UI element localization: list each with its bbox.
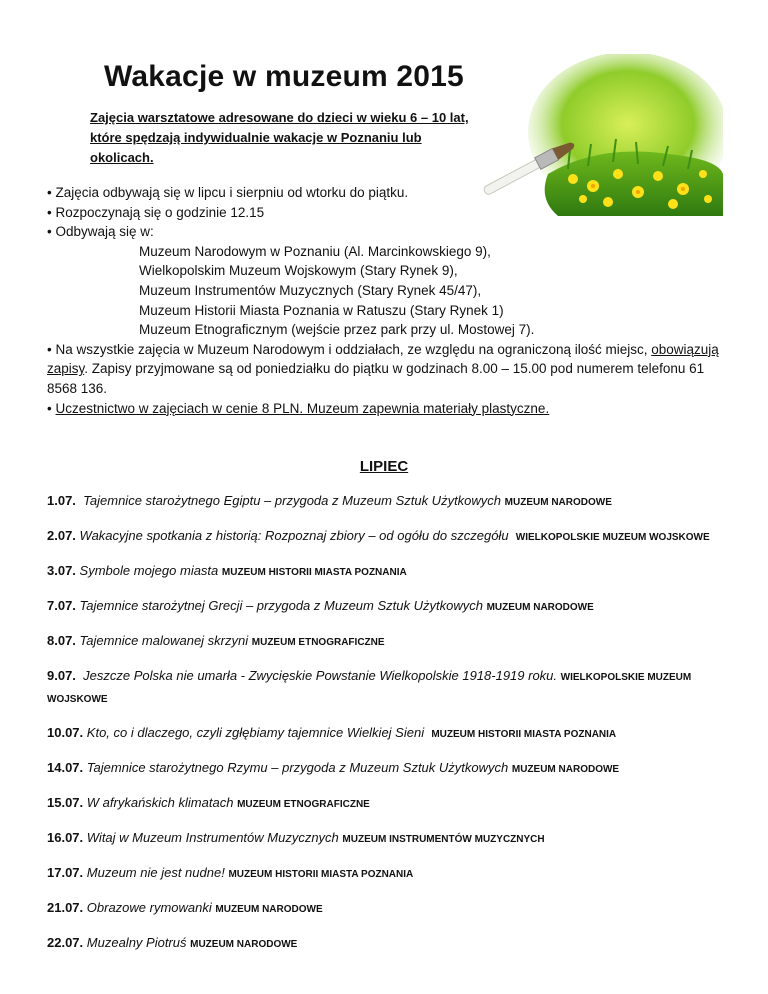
event-title: Tajemnice starożytnej Grecji – przygoda z Muzeum Sztuk Użytkowych [79, 598, 483, 613]
event-museum: MUZEUM HISTORII MIASTA POZNANIA [431, 729, 617, 740]
price-note: Uczestnictwo w zajęciach w cenie 8 PLN. Muzeum zapewnia materiały plastyczne. [55, 400, 550, 416]
event-museum: MUZEUM INSTRUMENTÓW MUZYCZNYCH [342, 834, 545, 845]
event-date: 9.07. [47, 668, 76, 683]
event-title: Muzealny Piotruś [86, 935, 187, 950]
event-title: Tajemnice malowanej skrzyni [79, 633, 249, 648]
event-date: 10.07. [47, 725, 84, 740]
event-date: 22.07. [47, 935, 84, 950]
event-item [47, 933, 727, 955]
event-item [47, 561, 727, 583]
event-date: 21.07. [47, 900, 84, 915]
event-title: Wakacyjne spotkania z historią: Rozpoznaj zbiory – od ogółu do szczegółu [79, 528, 509, 543]
event-item [47, 758, 727, 780]
location-item: Muzeum Etnograficznym (wejście przez park przy ul. Mostowej 7). [139, 322, 535, 338]
event-title: W afrykańskich klimatach [86, 795, 234, 810]
event-item [47, 596, 727, 618]
event-date: 16.07. [47, 830, 84, 845]
info-bullet: • Zajęcia odbywają się w lipcu i sierpniu od wtorku do piątku. [47, 185, 409, 200]
event-museum: MUZEUM ETNOGRAFICZNE [237, 799, 370, 810]
info-section [47, 183, 737, 418]
event-museum: MUZEUM NARODOWE [190, 939, 298, 950]
event-date: 7.07. [47, 598, 76, 613]
event-museum: MUZEUM NARODOWE [504, 497, 612, 508]
event-date: 3.07. [47, 563, 76, 578]
month-heading: LIPIEC [359, 458, 409, 475]
location-item: Muzeum Narodowym w Poznaniu (Al. Marcinkowskiego 9), [139, 243, 491, 259]
page-subtitle: Zajęcia warsztatowe adresowane do dzieci w wieku 6 – 10 lat, które spędzają indywidualnie wakacje w Poznaniu lub okolicach. [90, 110, 469, 165]
info-bullet: • Rozpoczynają się o godzinie 12.15 [47, 204, 265, 220]
event-date: 1.07. [47, 493, 76, 508]
event-date: 14.07. [47, 760, 84, 775]
page-title: Wakacje w muzeum 2015 [104, 60, 464, 93]
event-item [47, 828, 727, 850]
registration-note: obowiązują zapisy [47, 341, 719, 377]
event-date: 15.07. [47, 795, 84, 810]
info-bullet: • Odbywają się w: [47, 224, 154, 240]
event-museum: MUZEUM NARODOWE [215, 904, 323, 915]
event-museum: MUZEUM NARODOWE [486, 602, 594, 613]
event-title: Witaj w Muzeum Instrumentów Muzycznych [86, 830, 339, 845]
location-item: Wielkopolskim Muzeum Wojskowym (Stary Rynek 9), [139, 263, 458, 279]
event-date: 8.07. [47, 633, 76, 648]
event-museum: WIELKOPOLSKIE MUZEUM WOJSKOWE [47, 672, 692, 705]
event-item [47, 863, 727, 885]
info-bullet-registration: • Na wszystkie zajęcia w Muzeum Narodowym i oddziałach, ze względu na ograniczoną ilość miejsc, obowiązują zapisy. Zapisy przyjmowane są od poniedziałku do piątku w godzinach 8.00 – 15.00 pod numerem telefonu 61 8568 136. [47, 341, 719, 396]
event-title: Tajemnice starożytnego Egiptu – przygoda z Muzeum Sztuk Użytkowych [83, 493, 502, 508]
event-title: Muzeum nie jest nudne! [86, 865, 225, 880]
event-title: Symbole mojego miasta [79, 563, 219, 578]
event-date: 17.07. [47, 865, 84, 880]
event-item [47, 491, 727, 513]
event-title: Kto, co i dlaczego, czyli zgłębiamy tajemnice Wielkiej Sieni [86, 725, 425, 740]
event-title: Tajemnice starożytnego Rzymu – przygoda z Muzeum Sztuk Użytkowych [86, 760, 509, 775]
event-museum: MUZEUM ETNOGRAFICZNE [251, 637, 385, 648]
location-item: Muzeum Historii Miasta Poznania w Ratuszu (Stary Rynek 1) [139, 302, 504, 318]
event-item [47, 793, 727, 815]
event-title: Jeszcze Polska nie umarła - Zwycięskie Powstanie Wielkopolskie 1918-1919 roku. [83, 668, 558, 683]
event-item [47, 666, 727, 710]
event-item [47, 526, 727, 548]
event-list [47, 491, 727, 968]
event-item [47, 631, 727, 653]
event-item [47, 898, 727, 920]
event-title: Obrazowe rymowanki [86, 900, 212, 915]
event-date: 2.07. [47, 528, 76, 543]
event-item [47, 723, 727, 745]
event-museum: MUZEUM HISTORII MIASTA POZNANIA [221, 567, 407, 578]
event-museum: MUZEUM HISTORII MIASTA POZNANIA [228, 869, 414, 880]
event-museum: WIELKOPOLSKIE MUZEUM WOJSKOWE [515, 532, 710, 543]
location-item: Muzeum Instrumentów Muzycznych (Stary Rynek 45/47), [139, 282, 482, 298]
info-bullet-price: • Uczestnictwo w zajęciach w cenie 8 PLN. Muzeum zapewnia materiały plastyczne. [47, 400, 550, 416]
event-museum: MUZEUM NARODOWE [511, 764, 620, 775]
